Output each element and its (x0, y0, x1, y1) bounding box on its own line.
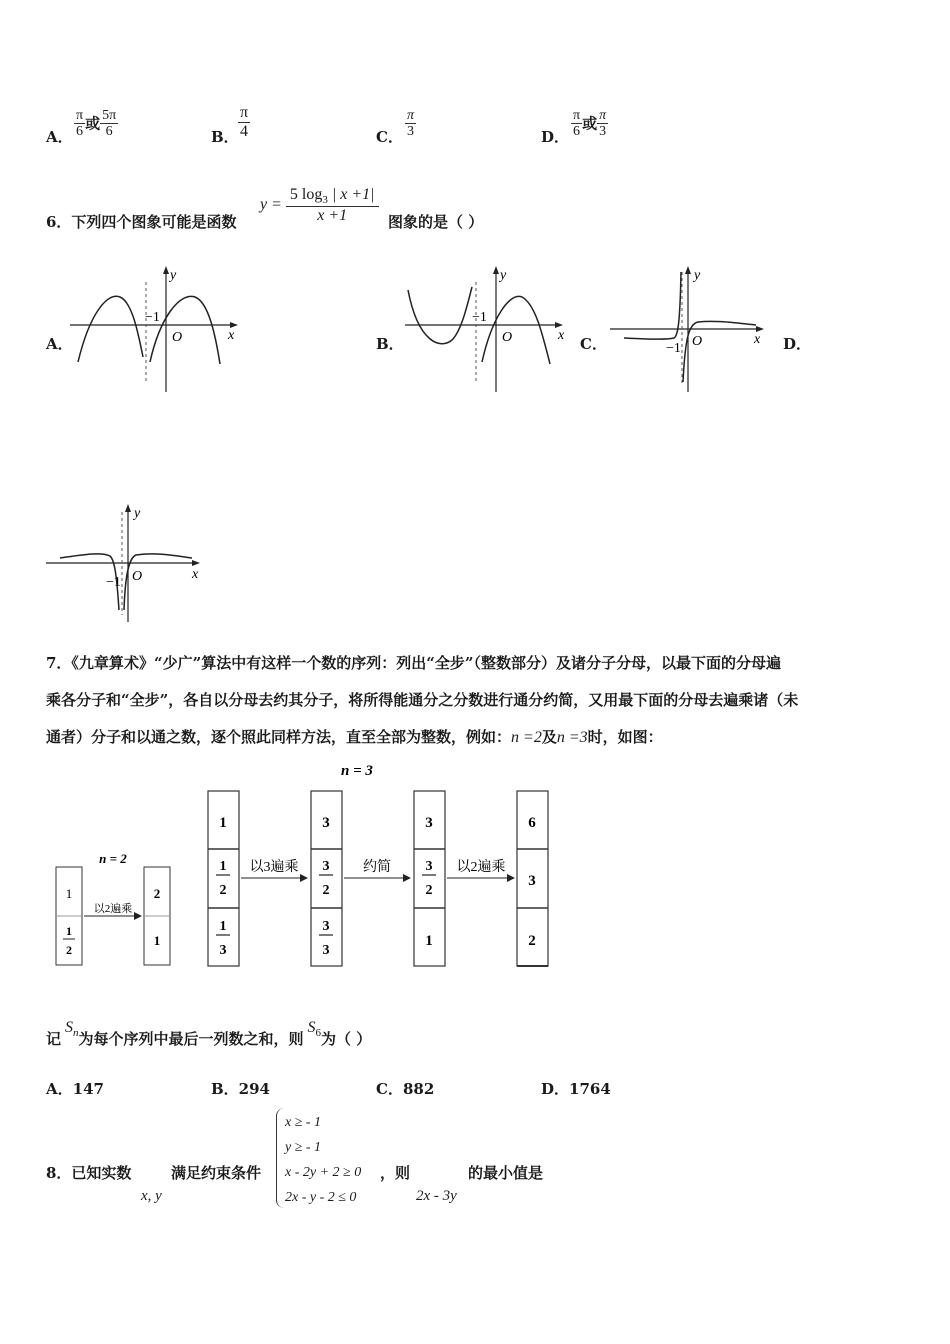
frac-num: π (573, 108, 581, 123)
n2-right-top: 2 (153, 886, 161, 901)
s6-sub: 6 (315, 1027, 322, 1039)
n3-col4 (517, 791, 548, 966)
q7-diagram (45, 755, 565, 975)
svg-text:2: 2 (219, 883, 227, 898)
n3-arrow2-label: 约简 (363, 860, 391, 875)
q6-graph-d (42, 500, 207, 625)
q5-option-b-math (238, 104, 250, 140)
y-label: y (500, 268, 507, 283)
or-text: 或 (582, 114, 598, 133)
frac-num: π (240, 104, 249, 121)
func-den: x +1 (317, 207, 348, 225)
q7-line3-b: 及 (541, 728, 557, 746)
y-arrow-icon (125, 504, 131, 512)
x-arrow-icon (192, 560, 200, 566)
frac-num: 5π (102, 108, 117, 123)
n2-title: n = 2 (99, 851, 127, 866)
curve-right (150, 296, 220, 364)
sn-sub: n (73, 1027, 79, 1039)
q7-question-a: 记 (46, 1030, 62, 1048)
x-label: x (558, 328, 565, 343)
q8-suffix: 的最小值是 (468, 1164, 544, 1182)
y-label: y (170, 268, 177, 283)
q7-line3 (46, 719, 916, 756)
y-arrow-icon (163, 266, 169, 274)
q6-prefix: 6．下列四个图象可能是函数 (46, 213, 237, 231)
svg-text:3: 3 (322, 859, 330, 874)
svg-text:2: 2 (425, 883, 433, 898)
q7-sn (65, 1019, 79, 1039)
origin-label: O (132, 569, 143, 584)
q7-line3-a: 通者）分子和以通之数，逐个照此同样方法，直至全部为整数，例如： (46, 728, 512, 746)
origin-label: O (172, 330, 183, 345)
minus-one-label: −1 (472, 310, 487, 325)
n3-col3 (414, 791, 445, 966)
q7-option-b: B．294 (211, 1080, 270, 1098)
q7-n3: n =3 (556, 729, 588, 746)
curve-right (683, 321, 756, 382)
func-num-abs: | x +1| (331, 186, 375, 203)
frac-num: π (407, 108, 415, 123)
n3-col4-r3: 2 (528, 933, 536, 949)
n2-arrow-label: 以2遍乘 (93, 903, 133, 915)
svg-text:3: 3 (322, 919, 330, 934)
constraint-4: 2x - y - 2 ≤ 0 (285, 1190, 357, 1205)
minus-one-label: −1 (106, 575, 121, 590)
constraint-2: y ≥ - 1 (285, 1140, 322, 1155)
q6-graph-b-label: B． (376, 335, 404, 353)
frac-den: 3 (407, 124, 414, 140)
svg-text:3: 3 (425, 859, 433, 874)
q7-n2: n =2 (511, 729, 542, 746)
curve-right (482, 296, 550, 364)
curve-left (408, 287, 472, 344)
q5-option-d-math (571, 108, 608, 140)
q5-option-b-label: B． (211, 128, 239, 146)
q7-option-a: A．147 (46, 1080, 104, 1098)
n3-title: n = 3 (341, 763, 373, 779)
svg-text:1: 1 (219, 859, 227, 874)
q6-graph-a (70, 262, 245, 394)
n3-col1-r1: 1 (219, 815, 227, 831)
q6-graph-d-label: D． (783, 335, 812, 353)
q8-then: ，则 (380, 1164, 411, 1182)
q7-question-c: 为（ ） (321, 1030, 372, 1048)
q7-line1: 7．《九章算术》“少广”算法中有这样一个数的序列：列出“全步”（整数部分）及诸分子分母，以最下面的分母遍 (46, 654, 781, 672)
q7-line3-c: 时，如图： (587, 728, 663, 746)
q7-option-c: C．882 (376, 1080, 435, 1098)
q8-prefix: 8．已知实数 (46, 1164, 132, 1182)
func-y: y = (260, 196, 282, 214)
q5-option-a-math (74, 108, 118, 140)
q6-suffix: 图象的是（ ） (388, 213, 484, 231)
n2-left-frac-den: 2 (66, 943, 72, 957)
n2-left-frac-num: 1 (66, 924, 72, 938)
svg-text:3: 3 (219, 943, 227, 958)
minus-one-label: −1 (666, 341, 681, 356)
frac-den: 6 (105, 124, 113, 140)
n3-col3-r1: 3 (425, 815, 433, 831)
frac-den: 3 (599, 124, 607, 140)
x-label: x (228, 328, 235, 343)
frac-den: 6 (573, 124, 581, 140)
svg-text:1: 1 (219, 919, 227, 934)
q8-constraints (285, 1110, 361, 1210)
q6-graph-a-label: A． (46, 335, 73, 353)
frac-num: π (599, 108, 607, 123)
q7-question (46, 1018, 372, 1049)
n3-col4-r2: 3 (528, 873, 536, 889)
n3-col4-r1: 6 (528, 815, 536, 831)
svg-text:2: 2 (322, 883, 330, 898)
origin-label: O (692, 334, 703, 349)
or-text: 或 (85, 114, 101, 133)
q6-graph-c-label: C． (580, 335, 607, 353)
q7-question-b: 为每个序列中最后一列数之和，则 (78, 1030, 304, 1048)
q5-option-d-label: D． (541, 128, 570, 146)
q5-option-c-label: C． (376, 128, 403, 146)
q7-option-d: D．1764 (541, 1080, 611, 1098)
origin-label: O (502, 330, 513, 345)
q7-line2: 乘各分子和“全步”，各自以分母去约其分子，将所得能通分之分数进行通分约简，又用最下面的分母去遍乘诸（未 (46, 691, 799, 709)
y-label: y (694, 268, 701, 283)
func-num: 5 log (289, 186, 323, 203)
q6-graph-b (400, 262, 575, 394)
q7-s6 (308, 1019, 322, 1039)
q8-vars: x, y (141, 1188, 162, 1204)
q6-graph-c (606, 262, 771, 394)
n3-col3-r3: 1 (425, 933, 433, 949)
constraint-3: x - 2y + 2 ≥ 0 (285, 1165, 362, 1180)
y-arrow-icon (493, 266, 499, 274)
minus-one-label: −1 (145, 310, 160, 325)
s6-letter: S (307, 1018, 316, 1036)
constraint-1: x ≥ - 1 (285, 1115, 322, 1130)
q8-expr: 2x - 3y (416, 1188, 457, 1204)
svg-text:3: 3 (322, 943, 330, 958)
n3-arrow3-label: 以2遍乘 (456, 860, 506, 875)
n3-col1 (208, 791, 239, 966)
n2-left-top: 1 (65, 886, 73, 901)
func-num-sub: 3 (322, 194, 328, 207)
y-label: y (134, 506, 141, 521)
q6-function (260, 186, 379, 225)
x-label: x (192, 567, 199, 582)
x-label: x (754, 332, 761, 347)
frac-den: 4 (240, 122, 249, 140)
sn-letter: S (65, 1018, 74, 1036)
q5-option-a-label: A． (46, 128, 73, 146)
curve-left (78, 296, 143, 362)
frac-den: 6 (76, 124, 84, 140)
n2-right-bottom: 1 (153, 933, 161, 948)
q5-option-c-math (405, 108, 416, 140)
frac-num: π (76, 108, 84, 123)
n3-col2-r1: 3 (322, 815, 330, 831)
q8-mid: 满足约束条件 (171, 1164, 262, 1182)
n3-col2 (311, 791, 342, 966)
y-arrow-icon (685, 266, 691, 274)
n3-arrow1-label: 以3遍乘 (249, 860, 299, 875)
